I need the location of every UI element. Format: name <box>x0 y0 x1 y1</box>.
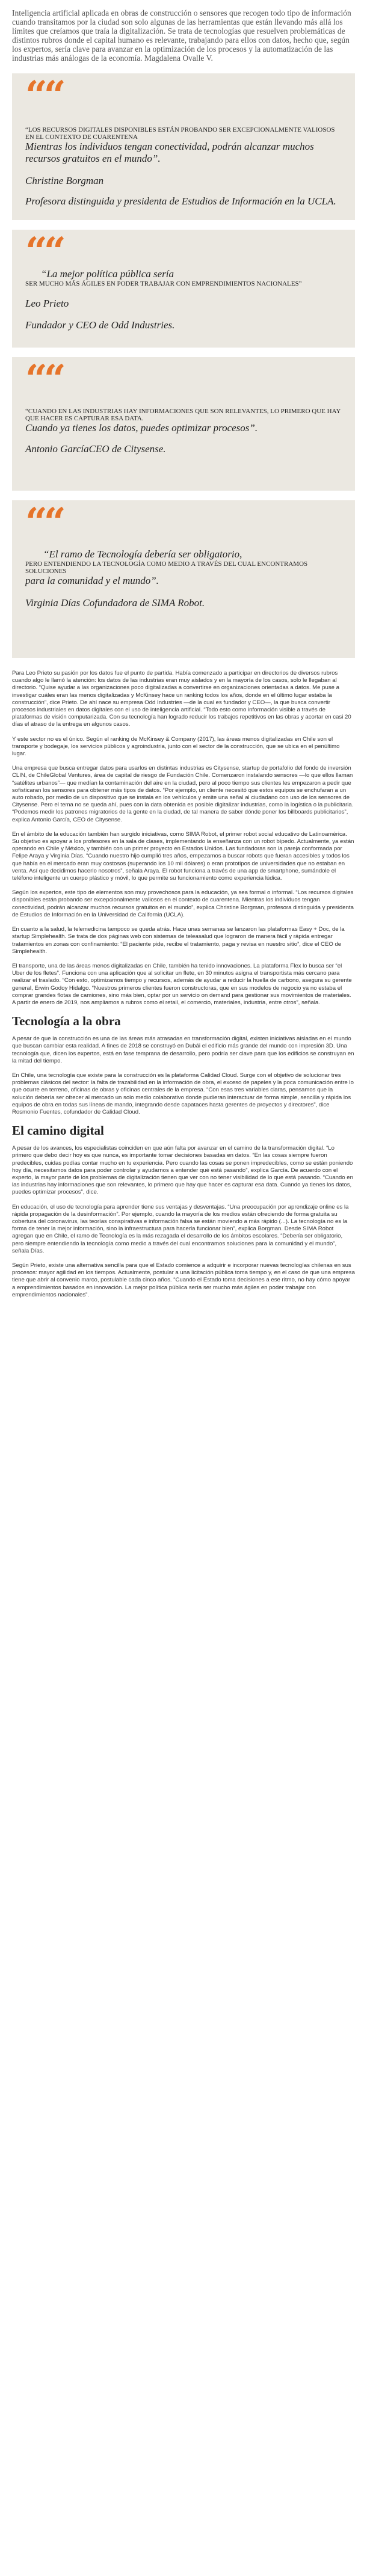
quote-caps-text: “CUANDO EN LAS INDUSTRIAS HAY INFORMACIONES QUE SON RELEVANTES, LO PRIMERO QUE HAY QUE HACER ES CAPTURAR ESA DATA. <box>25 408 341 422</box>
quote-mark-icon: ““ <box>25 229 63 274</box>
body-paragraph: Para Leo Prieto su pasión por los datos fue el punto de partida. Había comenzado a participar en directorios de diversos rubros cuando algo le llamó la atención: los datos de las industrias eran muy aislados y en la mayoría de los casos, solo le llegaban al directorio. “Quise ayudar a las organizaciones poco digitalizadas a convertirse en organizaciones orientadas a datos. Me puse a investigar cuáles eran las menos digitalizadas y McKinsey hace un ranking todos los años, donde en el último lugar estaba la construcción”, dice Prieto. De ahí nace su empresa Odd Industries —de la cual es fundador y CEO—, la que busca convertir procesos industriales en datos digitales con el uso de inteligencia artificial. “Todo esto como información visible a través de plataformas de visión computarizada. Con su tecnología han logrado reducir los trabajos repetitivos en las obras y acortar en casi 20 días el atraso de la entrega en algunos casos. <box>12 670 351 728</box>
quote-author: Virginia Días Cofundadora de SIMA Robot. <box>25 597 205 609</box>
body-paragraph: A pesar de que la construcción es una de las áreas más atrasadas en transformación digital, existen iniciativas aisladas en el mundo que buscan cambiar esta realidad. A fines de 2018 se construyó en Dubái el edificio más grande del mundo con impresión 3D. Una tecnología que, dicen los expertos, está en fase temprana de desarrollo, pero podría ser clave para que los edificios se construyan en la mitad del tiempo. <box>12 1035 354 1064</box>
pull-quote-4 <box>12 500 355 658</box>
quote-italic-text: Cuando ya tienes los datos, puedes optimizar procesos”. <box>25 422 258 434</box>
body-paragraph: Según Prieto, existe una alternativa sencilla para que el Estado comience a adquirir e incorporar nuevas tecnologías chilenas en sus procesos: mayor agilidad en los tiempos. Actualmente, postular a una licitación pública toma tiempo y, en el caso de que una empresa tiene que abrir al convenio marco, postulable cada cinco años. “Cuando el Estado toma decisiones a ese ritmo, no hay cómo apoyar a emprendimientos basados en innovación. La mejor política pública sería ser mucho más ágiles en poder trabajar con emprendimientos nacionales”. <box>12 1262 355 1298</box>
body-paragraph: A pesar de los avances, los especialistas coinciden en que aún falta por avanzar en el camino de la transformación digital. “Lo primero que debo decir hoy es que nunca, es importante tomar decisiones basadas en datos. “En las cosas siempre fueron predecibles, cuidas podías contar mucho en tu experiencia. Pero cuando las cosas se ponen impredecibles, como se están poniendo hoy día, necesitamos datos para poder controlar y ayudarnos a entender qué está pasando”, explica García. De acuerdo con el experto, la mayor parte de los problemas de digitalización tienen que ver con no tener visibilidad de lo que está pasando. “Cuando en las industrias hay informaciones que son relevantes, lo primero que hay que hacer es capturar esa data. Cuando ya tienes los datos, puedes optimizar procesos”, dice. <box>12 1145 353 1196</box>
quote-italic-text: para la comunidad y el mundo”. <box>25 575 159 586</box>
body-paragraph: En el ámbito de la educación también han surgido iniciativas, como SIMA Robot, el primer robot social educativo de Latinoamérica. Su objetivo es apoyar a los profesores en la sala de clases, implementando la enseñanza con un robot bípedo. Actualmente, ya están operando en Chile y México, y también con un primer proyecto en Estados Unidos. Las fundadoras son la pareja conformada por Felipe Araya y Virginia Días. “Cuando nuestro hijo cumplió tres años, empezamos a buscar robots que fueran accesibles y todos los que había en el mercado eran muy costosos (superando los 10 mil dólares) o eran prototipos de universidades que no estaban en venta. Así que decidimos hacerlo nosotros”, señala Araya. El robot funciona a través de una app de smartphone, sumándole el teléfono inteligente un cuerpo plástico y móvil, lo que permite su funcionamiento como experiencia lúdica. <box>12 830 354 882</box>
body-paragraph: En cuanto a la salud, la telemedicina tampoco se queda atrás. Hace unas semanas se lanzaron las plataformas Easy + Doc, de la startup Simplehealth. Se trata de dos páginas web con sistemas de teleasalud que lograron de manera fácil y rápida entregar tratamientos en zonas con confinamiento: “El paciente pide, recibe el tratamiento, paga y revisa en nuestro sitio”, dice el CEO de Simplehealth. <box>12 926 345 955</box>
quote-italic-text: “La mejor política pública sería <box>41 268 174 280</box>
article <box>0 8 367 1299</box>
pull-quote-1 <box>12 73 355 220</box>
quote-caps-text: “LOS RECURSOS DIGITALES DISPONIBLES ESTÁN PROBANDO SER EXCEPCIONALMENTE VALIOSOS EN EL CONTEXTO DE CUARENTENA <box>25 126 335 141</box>
quote-italic-text: Mientras los individuos tengan conectividad, podrán alcanzar muchos recursos gratuitos en el mundo”. <box>25 141 314 164</box>
quote-mark-icon: ““ <box>25 357 63 402</box>
pull-quote-3 <box>12 357 355 491</box>
pull-quote-2 <box>12 230 355 348</box>
quote-caps-text: SER MUCHO MÁS ÁGILES EN PODER TRABAJAR CON EMPRENDIMIENTOS NACIONALES” <box>25 280 302 287</box>
quote-author: Antonio GarcíaCEO de Citysense. <box>25 443 166 455</box>
quote-author-role: Profesora distinguida y presidenta de Estudios de Información en la UCLA. <box>25 195 336 207</box>
body-paragraph: Según los expertos, este tipo de elementos son muy provechosos para la educación, ya sea formal o informal. “Los recursos digitales disponibles están probando ser excepcionalmente valiosos en el contexto de cuarentena. Mientras los individuos tengan conectividad, podrán alcanzar muchos recursos gratuitos en el mundo”, explica Christine Borgman, profesora distinguida y presidenta de Estudios de Información en la Universidad de California (UCLA). <box>12 889 354 918</box>
quote-caps-text: PERO ENTENDIENDO LA TECNOLOGÍA COMO MEDIO A TRAVÉS DEL CUAL ENCONTRAMOS SOLUCIONES <box>25 560 308 575</box>
quote-author-role: Fundador y CEO de Odd Industries. <box>25 319 175 331</box>
quote-author-name: Leo Prieto <box>25 298 69 309</box>
body-paragraph: En educación, el uso de tecnología para aprender tiene sus ventajas y desventajas. “Una preocupación por aprendizaje online es la rápida propagación de la desinformación”. Por ejemplo, cuando la mayoría de los medios están ofreciendo de forma gratuita su cobertura del coronavirus, las teorías conspirativas e información falsa se están moviendo a más rápido (...). La tecnología no es la forma de tener la mejor información, sino la infraestructura para hacerla funcionar bien”, explica Borgman. Desde SIMA Robot agregan que en Chile, el ramo de Tecnología es la más rezagada el desarrollo de los ámbitos escolares. “Debería ser obligatorio, pero siempre entendiendo la tecnología como medio a través del cual encontramos soluciones para la comunidad y el mundo”, señala Días. <box>12 1203 349 1254</box>
quote-italic-text: “El ramo de Tecnología debería ser obligatorio, <box>43 548 242 560</box>
section-heading: El camino digital <box>12 1123 104 1138</box>
quote-mark-icon: ““ <box>25 73 63 118</box>
article-lead: Inteligencia artificial aplicada en obras de construcción o sensores que recogen todo tipo de información cuando transitamos por la ciudad son solo algunas de las herramientas que están llevando más allá los límites que creíamos que traía la digitalización. Se trata de tecnologías que resuelven problemáticas de distintos rubros donde el capital humano es relevante, trabajando para ellos con datos, hecho que, según los expertos, sería clave para avanzar en la optimización de los procesos y la automatización de las industrias más análogas de la economía. Magdalena Ovalle V. <box>12 8 351 63</box>
body-paragraph: Y este sector no es el único. Según el ranking de McKinsey & Company (2017), las áreas menos digitalizadas en Chile son el transporte y bodegaje, los servicios públicos y agroindustria, junto con el sector de la construcción, que se ubica en el penúltimo lugar. <box>12 735 340 758</box>
body-paragraph: En Chile, una tecnología que existe para la construcción es la plataforma Calidad Cloud. Surge con el objetivo de solucionar tres problemas clásicos del sector: la falta de trazabilidad en la información de obra, el exceso de papeles y la poca comunicación entre lo que ocurre en terreno, oficinas de obras y oficinas centrales de la empresa. “Con esas tres variables claras, pensamos que la solución debería ser ofrecer al mercado un solo medio colaborativo donde pudieran interactuar de forma simple, sencilla y rápida los equipos de obra en todas sus líneas de mando, integrando desde capataces hasta gerentes de proyectos y directores”, dice Rosmonio Fuentes, cofundador de Calidad Cloud. <box>12 1072 354 1115</box>
body-paragraph: El transporte, una de las áreas menos digitalizadas en Chile, también ha tenido innovaciones. La plataforma Flex lo busca ser “el Uber de los fletes”. Funciona con una aplicación que al solicitar un flete, en 30 minutos asigna el transportista más cercano para realizar el traslado. “Con esto, optimizamos tiempo y recursos, además de ayudar a reducir la huella de carbono, asegura su gerente general, Erwin Godoy Hidalgo. “Nuestros primeros clientes fueron constructoras, que en sus modelos de negocio ya no estaba el comprar grandes flotas de camiones, sino más bien, optar por un servicio on demand para gestionar sus movimientos de materiales. A partir de enero de 2019, nos ampliamos a rubros como el retail, el comercio, materiales, industria, entre otros”, señala. <box>12 962 352 1006</box>
section-heading: Tecnología a la obra <box>12 1014 121 1029</box>
quote-mark-icon: ““ <box>25 500 63 545</box>
quote-author-name: Christine Borgman <box>25 175 104 186</box>
body-paragraph: Una empresa que busca entregar datos para usarlos en distintas industrias es Citysense, startup de portafolio del fondo de inversión CLIN, de ChileGlobal Ventures, área de capital de riesgo de Fundación Chile. Comenzaron instalando sensores —lo que ellos llaman “satélites urbanos”— que medían la contaminación del aire en la ciudad, pero al poco tiempo sus clientes les empezaron a pedir que sofisticaran los sensores para obtener más tipos de datos. “Por ejemplo, un cliente necesitó que estos equipos se enchufaran a un auto robado, por medio de un dispositivo que se instala en los vehículos y emite una señal al ciudadano con uso de los sensores de Citysense. Pero el tema no se queda ahí, pues con la data obtenida es posible digitalizar industrias, como la logística o la publicitaria. “Podemos medir los patrones migratorios de la gente en la ciudad, de tal manera de saber dónde poner los billboards publicitarios”, explica Antonio García, CEO de Citysense. <box>12 765 354 823</box>
